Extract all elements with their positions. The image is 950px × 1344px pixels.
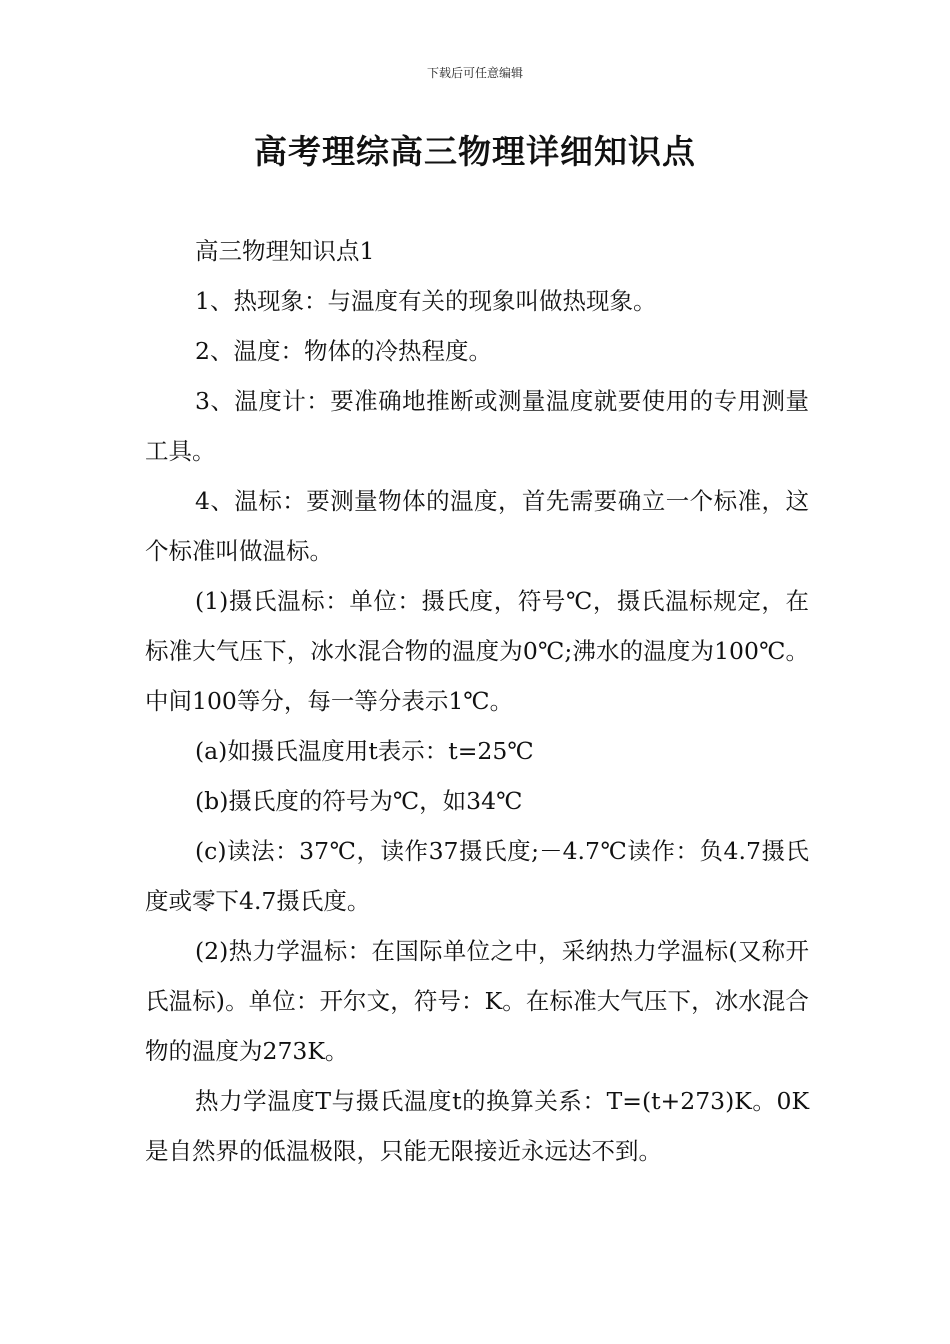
- paragraph-section-heading: 高三物理知识点1: [195, 237, 375, 265]
- paragraph-celsius-b: (b)摄氏度的符号为℃，如34℃: [195, 787, 523, 815]
- paragraph-kelvin-scale: (2)热力学温标：在国际单位之中，采纳热力学温标(又称开氏温标)。单位：开尔文，符号：K。在标准大气压下，冰水混合物的温度为273K。: [145, 937, 809, 1065]
- paragraph-celsius-a: (a)如摄氏温度用t表示：t=25℃: [195, 737, 534, 765]
- document-body: [145, 226, 809, 1176]
- paragraph-celsius-c: (c)读法：37℃，读作37摄氏度;－4.7℃读作：负4.7摄氏度或零下4.7摄氏度。: [145, 837, 809, 915]
- paragraph-thermometer: 3、温度计：要准确地推断或测量温度就要使用的专用测量工具。: [145, 387, 809, 465]
- paragraph-heat-phenomenon: 1、热现象：与温度有关的现象叫做热现象。: [195, 287, 657, 315]
- paragraph-temperature: 2、温度：物体的冷热程度。: [195, 337, 492, 365]
- header-note: 下载后可任意编辑: [426, 66, 523, 80]
- document-title: 高考理综高三物理详细知识点: [254, 132, 696, 171]
- paragraph-temperature-scale: 4、温标：要测量物体的温度，首先需要确立一个标准，这个标准叫做温标。: [145, 487, 809, 565]
- paragraph-celsius-scale: (1)摄氏温标：单位：摄氏度，符号℃，摄氏温标规定，在标准大气压下，冰水混合物的温度为0℃;沸水的温度为100℃。中间100等分，每一等分表示1℃。: [145, 587, 809, 715]
- paragraph-conversion: 热力学温度T与摄氏温度t的换算关系：T=(t+273)K。0K是自然界的低温极限，只能无限接近永远达不到。: [145, 1087, 809, 1165]
